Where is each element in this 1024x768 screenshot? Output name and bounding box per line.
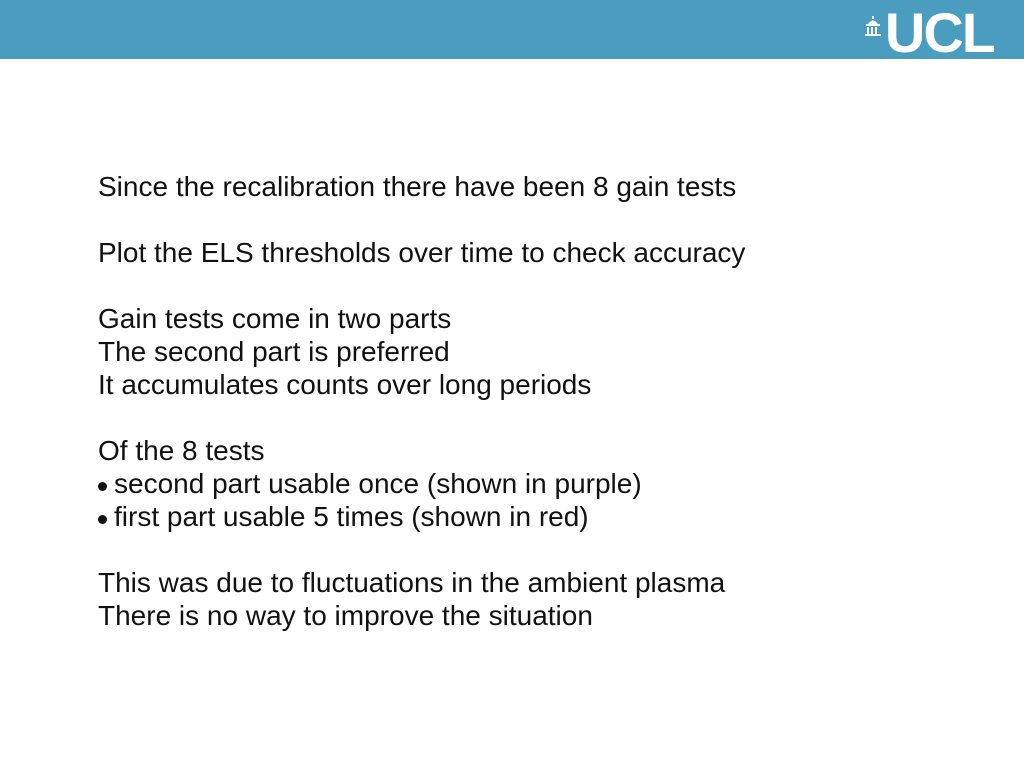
header-bar: [0, 0, 1024, 59]
bullet-text: first part usable 5 times (shown in red): [114, 501, 589, 532]
text-line: This was due to fluctuations in the ambient plasma: [98, 567, 726, 598]
text-line: Plot the ELS thresholds over time to check accuracy: [98, 237, 746, 268]
text-line: There is no way to improve the situation: [98, 600, 593, 631]
bullet-item: [98, 500, 978, 533]
text-line: Since the recalibration there have been 8 gain tests: [98, 171, 737, 202]
bullet-text: second part usable once (shown in purple): [114, 468, 642, 499]
bullet-icon: [98, 515, 107, 524]
body-text: [98, 170, 978, 632]
text-line: The second part is preferred: [98, 336, 450, 367]
bullet-icon: [98, 482, 107, 491]
text-line: Of the 8 tests: [98, 435, 265, 466]
logo-text: UCL: [884, 6, 994, 59]
portico-icon: [864, 16, 882, 38]
bullet-item: [98, 467, 978, 500]
text-line: It accumulates counts over long periods: [98, 369, 592, 400]
text-line: Gain tests come in two parts: [98, 303, 452, 334]
ucl-logo: [864, 6, 994, 60]
